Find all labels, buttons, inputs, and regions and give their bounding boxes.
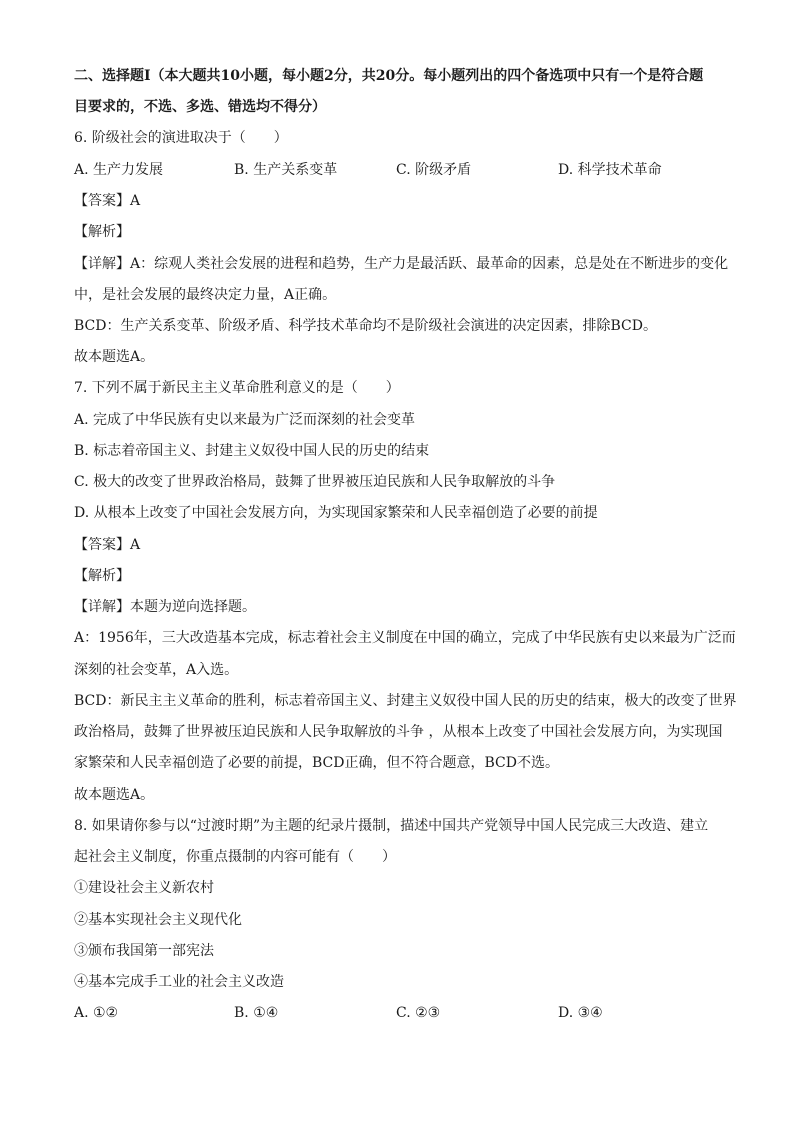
q7-option-b: B. 标志着帝国主义、封建主义奴役中国人民的历史的结束	[74, 443, 430, 459]
q7-option-a: A. 完成了中华民族有史以来最为广泛而深刻的社会变革	[74, 412, 416, 428]
q7-detail-line5: 政治格局，鼓舞了世界被压迫民族和人民争取解放的斗争 ，从根本上改变了中国社会发展方向，为实现国	[74, 724, 723, 740]
q6-option-c: C. 阶级矛盾	[396, 162, 472, 178]
q8-option-d: D. ③④	[558, 1005, 603, 1021]
q8-item-3: ③颁布我国第一部宪法	[74, 943, 214, 959]
q6-conclusion: 故本题选A。	[74, 349, 155, 365]
q8-option-a: A. ①②	[74, 1005, 119, 1021]
q6-analysis-label: 【解析】	[74, 224, 130, 240]
q6-option-b: B. 生产关系变革	[234, 162, 338, 178]
q6-detail-line3: BCD：生产关系变革、阶级矛盾、科学技术革命均不是阶级社会演进的决定因素，排除BCD。	[74, 318, 657, 334]
q7-stem: 7. 下列不属于新民主主义革命胜利意义的是（ ）	[74, 380, 400, 396]
q7-conclusion: 故本题选A。	[74, 787, 155, 803]
q7-option-c: C. 极大的改变了世界政治格局，鼓舞了世界被压迫民族和人民争取解放的斗争	[74, 474, 556, 490]
q8-item-2: ②基本实现社会主义现代化	[74, 912, 242, 928]
q7-detail-line2: A：1956年，三大改造基本完成，标志着社会主义制度在中国的确立，完成了中华民族有史以来最为广泛而	[74, 630, 736, 646]
q6-option-a: A. 生产力发展	[74, 162, 164, 178]
q8-item-4: ④基本完成手工业的社会主义改造	[74, 974, 284, 990]
q8-option-c: C. ②③	[396, 1005, 441, 1021]
q6-answer: 【答案】A	[74, 193, 141, 209]
q7-detail-line6: 家繁荣和人民幸福创造了必要的前提，BCD正确，但不符合题意，BCD不选。	[74, 755, 559, 771]
q6-option-d: D. 科学技术革命	[558, 162, 662, 178]
q7-option-d: D. 从根本上改变了中国社会发展方向，为实现国家繁荣和人民幸福创造了必要的前提	[74, 505, 598, 521]
q7-detail-line1: 【详解】本题为逆向选择题。	[74, 599, 256, 615]
q8-option-b: B. ①④	[234, 1005, 279, 1021]
q8-stem-line2: 起社会主义制度，你重点摄制的内容可能有（ ）	[74, 849, 396, 865]
q7-answer: 【答案】A	[74, 537, 141, 553]
q8-item-1: ①建设社会主义新农村	[74, 880, 214, 896]
q6-stem: 6. 阶级社会的演进取决于（ ）	[74, 130, 288, 146]
section-heading-line1: 二、选择题Ⅰ（本大题共10小题，每小题2分，共20分。每小题列出的四个备选项中只有一个是符合题	[74, 68, 704, 84]
section-heading-line2: 目要求的，不选、多选、错选均不得分）	[74, 99, 326, 115]
q6-detail-line2: 中，是社会发展的最终决定力量，A正确。	[74, 287, 337, 303]
q8-stem-line1: 8. 如果请你参与以“过渡时期”为主题的纪录片摄制，描述中国共产党领导中国人民完成三大改造、建立	[74, 818, 709, 834]
q7-detail-line3: 深刻的社会变革，A入选。	[74, 662, 239, 678]
q6-detail-line1: 【详解】A：综观人类社会发展的进程和趋势，生产力是最活跃、最革命的因素，总是处在不断进步的变化	[74, 256, 729, 272]
q7-analysis-label: 【解析】	[74, 568, 130, 584]
q7-detail-line4: BCD：新民主主义革命的胜利，标志着帝国主义、封建主义奴役中国人民的历史的结束，极大的改变了世界	[74, 693, 737, 709]
